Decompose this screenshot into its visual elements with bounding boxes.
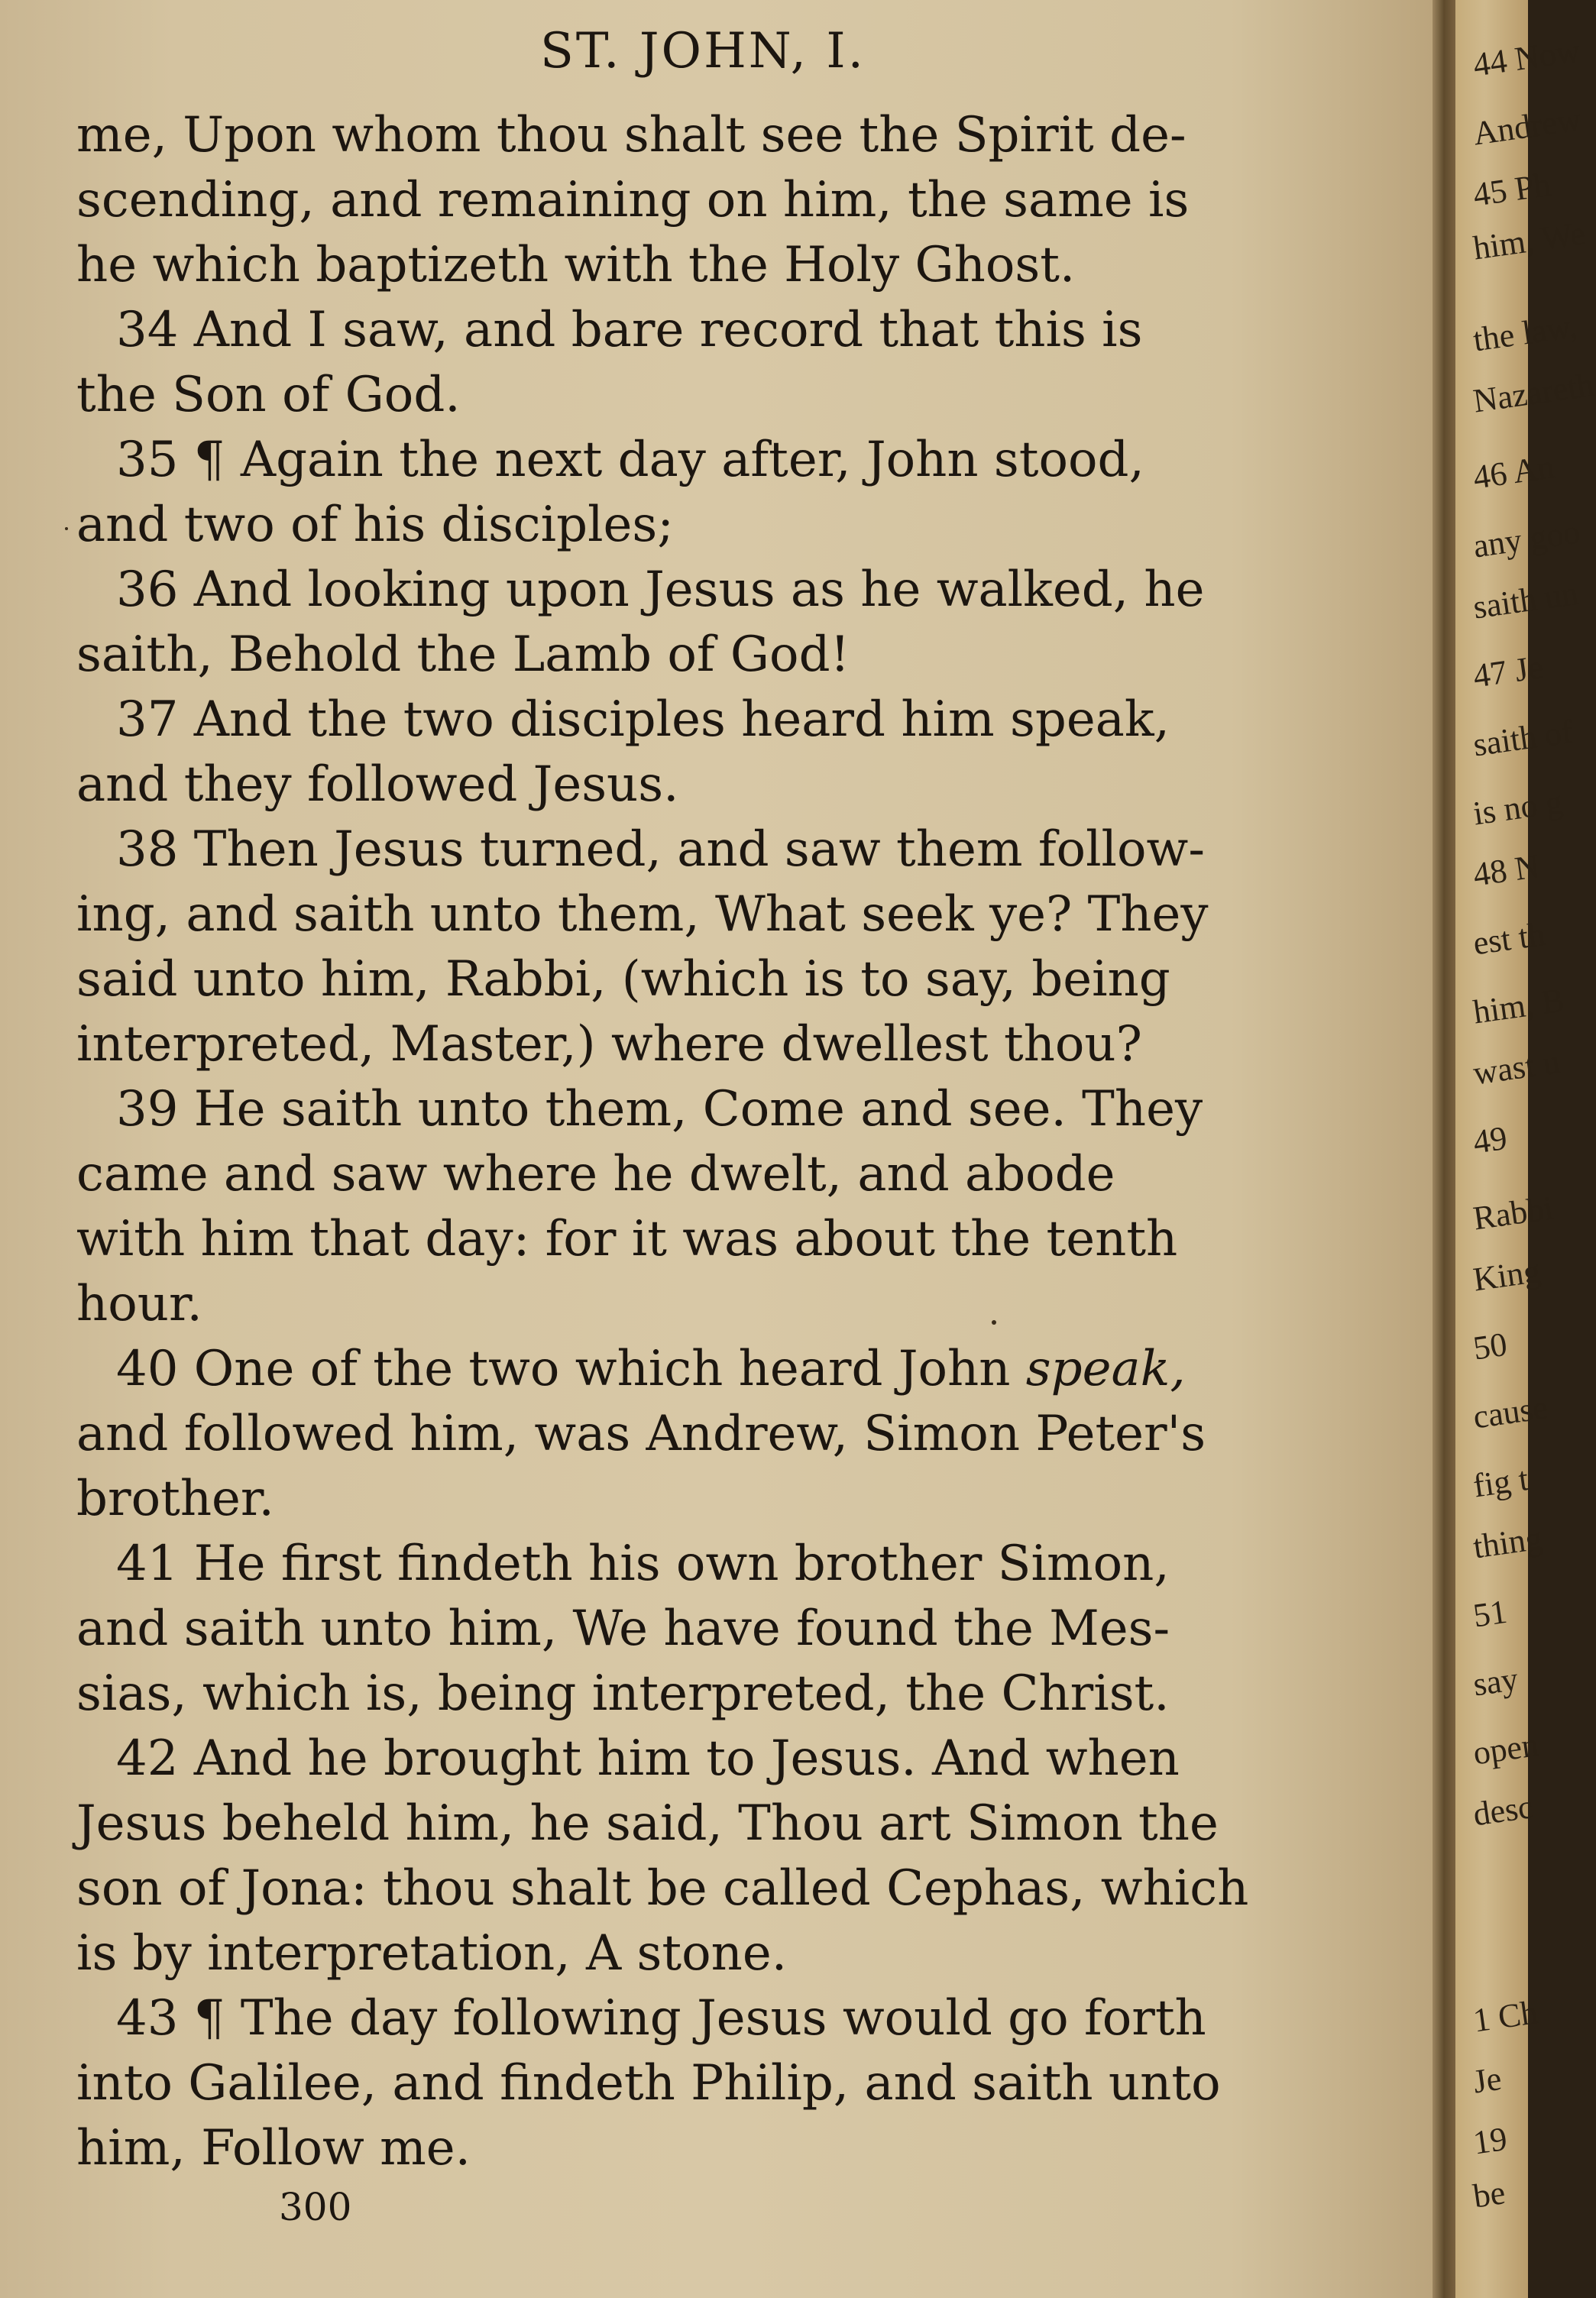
verse-41-line: 41 He first findeth his own brother Simon,: [116, 1536, 1170, 1592]
adjacent-page-fragment: fig t: [1471, 1459, 1531, 1505]
text-line: son of Jona: thou shalt be called Cephas, which: [76, 1860, 1249, 1917]
text-line: him, Follow me.: [76, 2120, 471, 2177]
adjacent-page-fragment: any goo: [1471, 513, 1583, 565]
text-line: into Galilee, and findeth Philip, and saith unto: [76, 2055, 1221, 2112]
text-line: brother.: [76, 1471, 274, 1527]
text-line: he which baptizeth with the Holy Ghost.: [76, 237, 1076, 293]
adjacent-page-fragment: wast u: [1471, 1043, 1562, 1092]
adjacent-page-fragment: him, B: [1471, 981, 1567, 1031]
adjacent-page-fragment: say: [1471, 1659, 1521, 1704]
verse-37-line: 37 And the two disciples heard him speak,: [116, 691, 1170, 748]
verse-39-line: 39 He saith unto them, Come and see. They: [116, 1081, 1203, 1138]
adjacent-page-fragment: be: [1471, 2173, 1508, 2215]
adjacent-page-fragment: 46 An: [1471, 448, 1557, 497]
verse-38-line: 38 Then Jesus turned, and saw them follow-: [116, 821, 1205, 878]
text-segment: 40 One of the two which heard John: [116, 1341, 1026, 1397]
adjacent-page-fragment: Nazareth: [1471, 365, 1596, 420]
page-header: ST. JOHN, I.: [540, 23, 866, 79]
text-line: and followed him, was Andrew, Simon Peter's: [76, 1406, 1206, 1462]
verse-text: [76, 103, 1335, 2181]
text-line: hour.: [76, 1276, 202, 1332]
text-line: and two of his disciples;: [76, 497, 674, 553]
adjacent-page-fragment: 48 N: [1471, 846, 1542, 894]
adjacent-page-fragment: 50: [1471, 1325, 1510, 1367]
text-line: ing, and saith unto them, What seek ye? They: [76, 886, 1209, 943]
text-line: is by interpretation, A stone.: [76, 1925, 788, 1982]
text-line: said unto him, Rabbi, (which is to say, being: [76, 951, 1170, 1008]
adjacent-page-fragment: saith un: [1471, 574, 1581, 626]
italic-word: speak,: [1025, 1341, 1186, 1397]
adjacent-page-fragment: 49: [1471, 1118, 1510, 1161]
verse-42-line: 42 And he brought him to Jesus. And when: [116, 1730, 1180, 1787]
ink-speck: [992, 1320, 996, 1325]
adjacent-page-fragment: thing: [1471, 1519, 1545, 1566]
text-line: Jesus beheld him, he said, Thou art Simon the: [76, 1795, 1219, 1852]
adjacent-page-fragment: saith of: [1471, 712, 1575, 764]
adjacent-page-fragment: 51: [1471, 1592, 1510, 1635]
verse-34-line: 34 And I saw, and bare record that this is: [116, 302, 1143, 358]
adjacent-page-fragment: Andrew: [1471, 100, 1584, 153]
adjacent-page-fragment: 19: [1471, 2119, 1510, 2162]
adjacent-page-fragment: Rabbi: [1471, 1189, 1556, 1238]
text-line: came and saw where he dwelt, and abode: [76, 1146, 1115, 1202]
adjacent-page-fragment: open: [1471, 1726, 1541, 1772]
adjacent-page-fragment: 44 Now: [1471, 31, 1583, 84]
text-line: and saith unto him, We have found the Mes-: [76, 1601, 1170, 1657]
adjacent-page-fragment: 47 Je: [1471, 648, 1546, 695]
text-line: the Son of God.: [76, 367, 461, 423]
text-line: and they followed Jesus.: [76, 756, 679, 813]
text-line: me, Upon whom thou shalt see the Spirit de-: [76, 107, 1186, 163]
adjacent-page-fragment: Je: [1471, 2059, 1504, 2101]
adjacent-page-fragment: the law,: [1471, 307, 1580, 359]
text-line: sias, which is, being interpreted, the Christ.: [76, 1665, 1170, 1722]
book-gutter: [1433, 0, 1455, 2298]
verse-43-line: 43 ¶ The day following Jesus would go forth: [116, 1990, 1206, 2047]
page-number: 300: [279, 2185, 352, 2229]
text-line: scending, and remaining on him, the same is: [76, 172, 1190, 228]
adjacent-page-fragment: King: [1471, 1251, 1543, 1299]
verse-40-line: [76, 1337, 1335, 1402]
adjacent-page-fragment: cause: [1471, 1388, 1550, 1436]
verse-35-line: 35 ¶ Again the next day after, John stood,: [116, 432, 1144, 488]
ink-speck: [65, 527, 68, 530]
adjacent-page-fragment: is no g: [1471, 782, 1565, 833]
adjacent-page-fragment: est th: [1471, 914, 1548, 963]
adjacent-page-fragment: desc: [1471, 1788, 1536, 1834]
adjacent-page-fragment: 45 Ph: [1471, 165, 1553, 214]
text-line: saith, Behold the Lamb of God!: [76, 626, 850, 683]
text-line: interpreted, Master,) where dwellest thou?: [76, 1016, 1142, 1073]
adjacent-page-fragment: 1 Ch: [1471, 1993, 1540, 2040]
verse-36-line: 36 And looking upon Jesus as he walked, he: [116, 562, 1205, 618]
adjacent-page-fragment: him, We: [1471, 214, 1588, 267]
text-line: with him that day: for it was about the tenth: [76, 1211, 1178, 1267]
